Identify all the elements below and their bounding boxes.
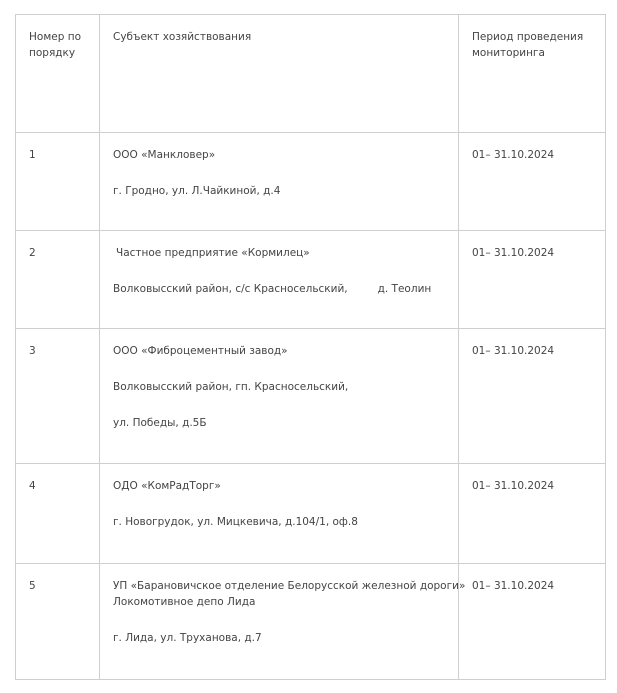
- row-period-cell: [459, 329, 606, 464]
- row-subject-cell: [100, 464, 459, 564]
- row-period-cell: [459, 564, 606, 680]
- address-part: д. Теолин: [377, 283, 432, 295]
- entity-name: ООО «Манкловер»: [113, 149, 216, 161]
- monitoring-period: 01– 31.10.2024: [472, 580, 555, 592]
- entity-address: ул. Победы, д.5Б: [113, 417, 207, 429]
- monitoring-period: 01– 31.10.2024: [472, 345, 555, 357]
- monitoring-period: 01– 31.10.2024: [472, 480, 555, 492]
- entity-address: г. Новогрудок, ул. Мицкевича, д.104/1, оф.8: [113, 516, 358, 528]
- table-row: [16, 564, 606, 680]
- entity-name-line2: Локомотивное депо Лида: [113, 596, 256, 608]
- row-number: 5: [29, 580, 36, 592]
- row-period-cell: [459, 133, 606, 231]
- entity-name: ОДО «КомРадТорг»: [113, 480, 221, 492]
- header-subject-cell: [100, 15, 459, 133]
- table-row: [16, 231, 606, 329]
- entity-name: ООО «Фиброцементный завод»: [113, 345, 288, 357]
- row-number: 3: [29, 345, 36, 357]
- row-subject-cell: [100, 564, 466, 680]
- row-number-cell: [16, 464, 100, 564]
- monitoring-period: 01– 31.10.2024: [472, 247, 555, 259]
- monitoring-period: 01– 31.10.2024: [472, 149, 555, 161]
- row-period-cell: [459, 464, 606, 564]
- header-number-line2: порядку: [29, 47, 76, 59]
- row-subject-cell: [100, 133, 459, 231]
- row-number: 1: [29, 149, 36, 161]
- row-number-cell: [16, 329, 100, 464]
- header-number-line1: Номер по: [29, 31, 81, 43]
- table-row: [16, 329, 606, 464]
- address-part: Волковысский район, с/с Красносельский,: [113, 283, 348, 295]
- row-subject-cell: [100, 231, 459, 329]
- row-number: 4: [29, 480, 36, 492]
- entity-address: Волковысский район, гп. Красносельский,: [113, 381, 349, 393]
- table-row: [16, 133, 606, 231]
- header-subject: Субъект хозяйствования: [113, 31, 252, 43]
- entity-address: г. Лида, ул. Труханова, д.7: [113, 632, 262, 644]
- table-header-row: [16, 15, 606, 133]
- row-number-cell: [16, 231, 100, 329]
- row-period-cell: [459, 231, 606, 329]
- entity-address: [113, 281, 458, 297]
- header-number-cell: [16, 15, 100, 133]
- table-row: [16, 464, 606, 564]
- header-period-cell: [459, 15, 606, 133]
- row-number-cell: [16, 133, 100, 231]
- row-number-cell: [16, 564, 100, 680]
- header-period-line2: мониторинга: [472, 47, 545, 59]
- row-number: 2: [29, 247, 36, 259]
- header-period-line1: Период проведения: [472, 31, 584, 43]
- entity-name: Частное предприятие «Кормилец»: [116, 247, 310, 259]
- row-subject-cell: [100, 329, 459, 464]
- entity-address: г. Гродно, ул. Л.Чайкиной, д.4: [113, 185, 281, 197]
- monitoring-table: [15, 14, 606, 680]
- entity-name: УП «Барановичское отделение Белорусской железной дороги»: [113, 580, 466, 592]
